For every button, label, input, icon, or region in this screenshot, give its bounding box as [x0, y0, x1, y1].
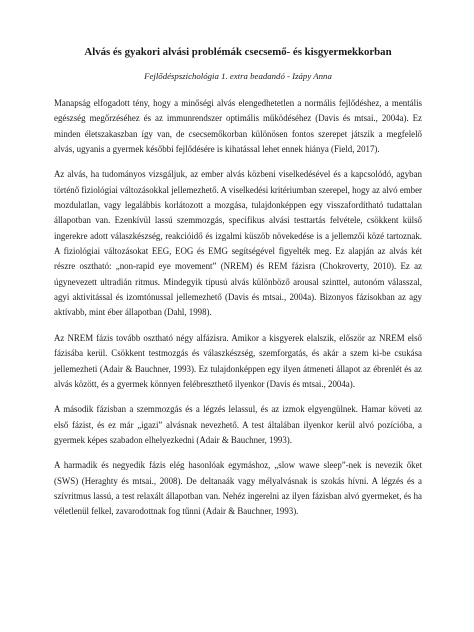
document-title: Alvás és gyakori alvási problémák csecsemő- és kisgyermekkorban — [84, 46, 392, 58]
paragraph-4: A második fázisban a szemmozgás és a légzés lelassul, és az izmok elgyengülnek. Hamar követi az első fázist, és ez már „igazi” alvásnak nevezhető. A test általában ilyenkor kerül alvó pozícióba, a gyermek képes szabadon elhelyezkedni (Adair & Bauchner, 1993). — [54, 404, 422, 445]
document-subtitle: Fejlődéspszichológia 1. extra beadandó - Izápy Anna — [144, 71, 332, 81]
paragraph-3: Az NREM fázis tovább osztható négy alfázisra. Amikor a kisgyerek elalszik, először az NREM első fázisába kerül. Csökkent testmozgás és válaszkészség, szemforgatás, és akár a szem ki-be csukása jellemezheti (Adair & Bauchner, 1993). Ez tulajdonképpen egy ilyen átmeneti állapot az ébrenlét és az alvás között, és a gyermek könnyen felébreszthető ilyenkor (Davis és mtsai., 2004a). — [54, 332, 422, 389]
paragraph-5: A harmadik és negyedik fázis elég hasonlóak egymáshoz, „slow wawe sleep”-nek is nevezik őket (SWS) (Heraghty és mtsai., 2008). De deltanaák vagy mélyalvásnak is szokás hívni. A légzés és a szívritmus lassú, a test relaxált állapotban van. Nehéz ingerelni az ilyen fázisban alvó gyermeket, és ha véletlenül felkel, zavarodottnak fog tűnni (Adair & Bauchner, 1993). — [54, 460, 422, 517]
paragraph-1: Manapság elfogadott tény, hogy a minőségi alvás elengedhetetlen a normális fejlődéshez, a mentális egészség megőrzéséhez és az immunrendszer optimális működéséhez (Davis és mtsai., 2004a). Ez minden életszakaszban így van, de csecsemőkorban különösen fontos szerepet játszik a megfelelő alvás, ugyanis a gyermek későbbi fejlődésére is kihatással lehet ennek hiánya (Field, 2017). — [54, 98, 422, 155]
paragraph-2: Az alvás, ha tudományos vizsgáljuk, az ember alvás közbeni viselkedésével és a kapcsolódó, agyban történő fiziológiai változásokkal jellemezhető. A viselkedési kritériumban szerepel, hogy az alvó ember mozdulatlan, vagy legalábbis korlátozott a mozgása, tulajdonképpen egy visszafordítható tudattalan állapotban van. Ezenkívül lassú szemmozgás, specifikus alvási testtartás felvétele, csökkent külső ingerekre adott válaszkészség, reakcióidő és izgalmi küszöb növekedése is a jellemzői közé tartoznak. A fiziológiai változásokat EEG, EOG és EMG segítségével figyelték meg. Ez alapján az alvás két részre osztható: „non-rapid eye movement” (NREM) és REM fázisra (Chokroverty, 2010). Ez az úgynevezett ultradián ritmus. Mindegyik típusú alvás különböző arousal szinttel, autonóm válasszal, agyi aktivitással és izomtónussal jellemezhető (Davis és mtsai., 2004a). Bizonyos fázisokban az agy aktívabb, mint éber állapotban (Dahl, 1998). — [54, 169, 422, 318]
